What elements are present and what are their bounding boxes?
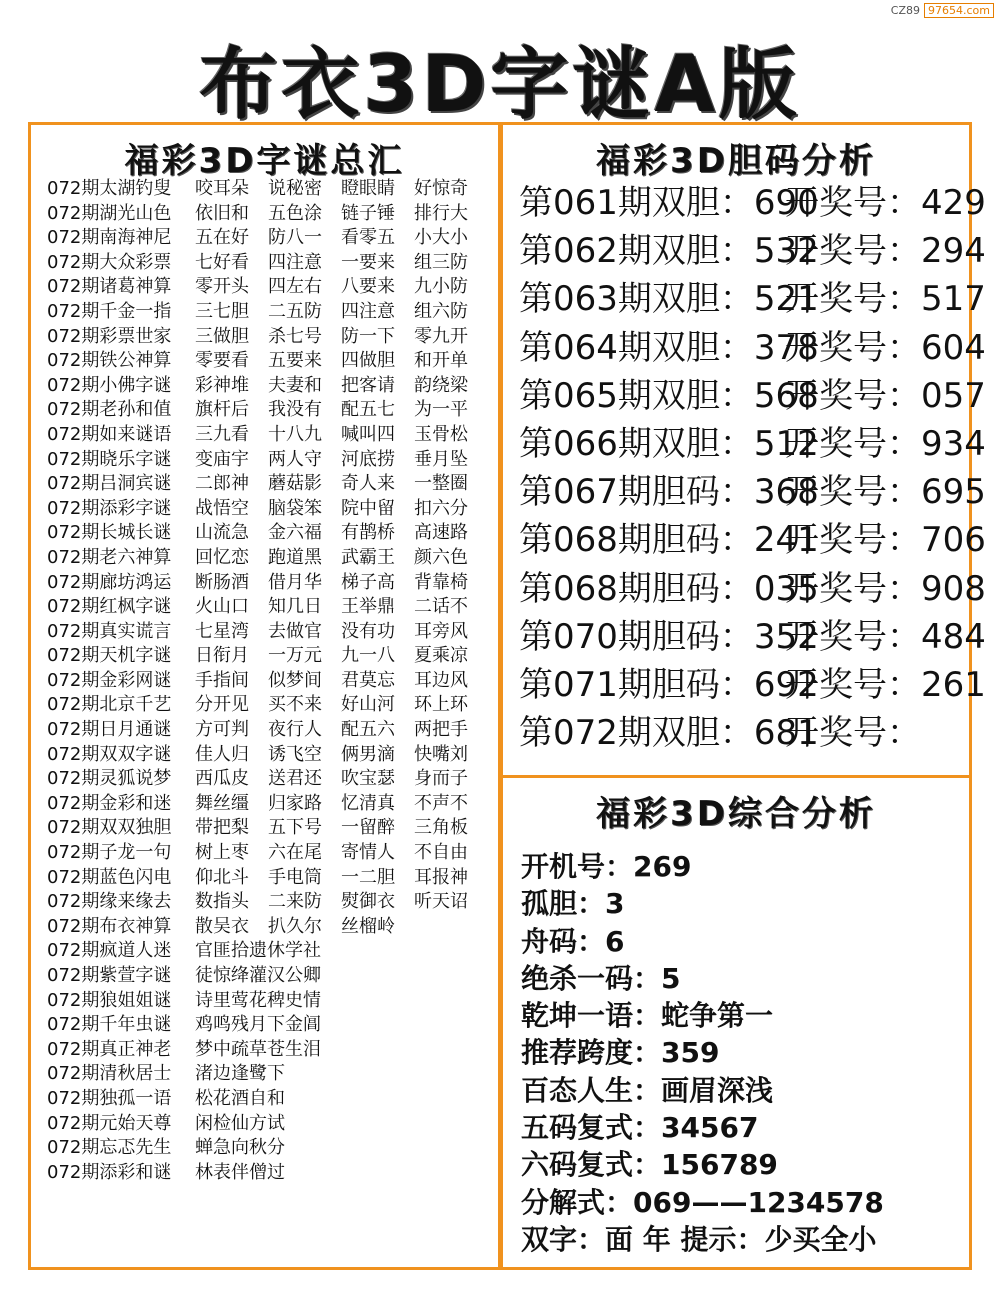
dan-code-entry: 第071期胆码：692 — [519, 664, 819, 705]
list-item — [47, 546, 492, 571]
riddle-clue: 忆清真 — [341, 792, 395, 814]
riddle-clue: 韵绕梁 — [414, 374, 468, 396]
list-item — [47, 300, 492, 325]
list-item — [47, 1112, 492, 1137]
analysis-label: 乾坤一语： — [521, 999, 662, 1033]
riddle-source: 072期大众彩票 — [47, 251, 172, 273]
list-item — [47, 398, 492, 423]
riddle-clue: 夏乘凉 — [414, 645, 468, 667]
list-item — [519, 420, 986, 468]
riddle-summary-panel — [28, 122, 501, 1270]
riddle-clue: 奇人来 — [341, 473, 395, 495]
riddle-clue: 二郎神 — [195, 473, 249, 495]
riddle-source: 072期灵狐说梦 — [47, 768, 172, 790]
riddle-source: 072期千金一指 — [47, 300, 172, 322]
riddle-clue: 小大小 — [414, 227, 468, 249]
riddle-clue: 七好看 — [195, 251, 249, 273]
riddle-clue: 夜行人 — [268, 719, 322, 741]
riddle-source: 072期独孤一语 — [47, 1087, 172, 1109]
riddle-source: 072期小佛字谜 — [47, 374, 172, 396]
riddle-source: 072期诸葛神算 — [47, 276, 172, 298]
riddle-clue: 手指间 — [195, 669, 249, 691]
riddle-clue: 喊叫四 — [341, 423, 395, 445]
list-item — [47, 1161, 492, 1186]
riddle-clue: 手电筒 — [268, 866, 322, 888]
list-item — [519, 565, 986, 613]
analysis-label: 双字： — [521, 1222, 606, 1256]
analysis-value: 蛇争第一 — [661, 999, 774, 1033]
riddle-clue: 把客请 — [341, 374, 395, 396]
riddle-clue: 四做胆 — [341, 350, 395, 372]
riddle-clue: 送君还 — [268, 768, 322, 790]
analysis-label: 孤胆： — [521, 887, 606, 921]
riddle-clue: 和开单 — [414, 350, 468, 372]
riddle-source: 072期廊坊鸿运 — [47, 571, 172, 593]
riddle-clue: 说秘密 — [268, 178, 322, 199]
analysis-label: 绝杀一码： — [521, 961, 662, 995]
list-item — [47, 620, 492, 645]
riddle-source: 072期添彩和谜 — [47, 1161, 172, 1183]
riddle-clue: 我没有 — [268, 399, 322, 421]
riddle-clue: 诱飞空 — [268, 743, 322, 765]
riddle-clue: 回忆恋 — [195, 546, 249, 568]
riddle-clue: 不声不 — [414, 792, 468, 814]
riddle-clue: 日衔月 — [195, 645, 249, 667]
list-item — [47, 374, 492, 399]
list-item — [47, 890, 492, 915]
riddle-clue: 没有功 — [341, 620, 395, 642]
riddle-clue: 战悟空 — [195, 497, 249, 519]
riddle-clue: 零开头 — [195, 276, 249, 298]
list-item — [521, 1109, 961, 1146]
riddle-clue: 变庙宇 — [195, 448, 249, 470]
dan-code-title: 福彩3D胆码分析 — [596, 141, 876, 181]
riddle-list — [47, 177, 492, 1185]
riddle-clue: 一二胆 — [341, 866, 395, 888]
riddle-clue: 脑袋笨 — [268, 497, 322, 519]
analysis-value: 156789 — [661, 1148, 778, 1182]
analysis-value: 3 — [605, 887, 625, 921]
riddle-clue: 配五七 — [341, 399, 395, 421]
list-item — [47, 915, 492, 940]
riddle-summary-title: 福彩3D字谜总汇 — [124, 141, 405, 181]
list-item — [47, 251, 492, 276]
riddle-phrase: 官匪拾遗休学社 — [195, 940, 321, 962]
riddle-clue: 旗杆后 — [195, 399, 249, 421]
riddle-clue: 山流急 — [195, 522, 249, 544]
riddle-clue: 耳报神 — [414, 866, 468, 888]
riddle-clue: 三做胆 — [195, 325, 249, 347]
draw-result: 开奖号：706 — [785, 520, 986, 561]
riddle-source: 072期铁公神算 — [47, 350, 172, 372]
riddle-clue: 火山口 — [195, 596, 249, 618]
riddle-source: 072期布衣神算 — [47, 915, 172, 937]
riddle-clue: 三七胆 — [195, 300, 249, 322]
list-item — [47, 1013, 492, 1038]
list-item — [47, 866, 492, 891]
analysis-panel — [500, 775, 972, 1270]
riddle-clue: 组三防 — [414, 251, 468, 273]
riddle-source: 072期真正神老 — [47, 1038, 172, 1060]
riddle-clue: 快嘴刘 — [414, 743, 468, 765]
dan-code-list — [519, 179, 986, 757]
riddle-clue: 三九看 — [195, 423, 249, 445]
analysis-label: 推荐跨度： — [521, 1036, 662, 1070]
riddle-clue: 佳人归 — [195, 743, 249, 765]
riddle-clue: 一整圈 — [414, 473, 468, 495]
riddle-clue: 八要来 — [341, 276, 395, 298]
list-item — [521, 1034, 961, 1071]
riddle-clue: 方可判 — [195, 719, 249, 741]
list-item — [47, 497, 492, 522]
riddle-clue: 二五防 — [268, 300, 322, 322]
riddle-phrase: 渚边逢鹭下 — [195, 1063, 285, 1085]
riddle-clue: 好惊奇 — [414, 178, 468, 199]
analysis-value: 359 — [661, 1036, 720, 1070]
list-item — [521, 1072, 961, 1109]
list-item — [47, 1136, 492, 1161]
riddle-clue: 俩男滴 — [341, 743, 395, 765]
draw-result: 开奖号：429 — [785, 183, 986, 223]
riddle-phrase: 松花酒自和 — [195, 1087, 285, 1109]
riddle-clue: 垂月坠 — [414, 448, 468, 470]
list-item — [521, 960, 961, 997]
riddle-source: 072期天机字谜 — [47, 645, 172, 667]
list-item — [47, 275, 492, 300]
riddle-source: 072期日月通谜 — [47, 719, 172, 741]
list-item — [47, 423, 492, 448]
riddle-clue: 零要看 — [195, 350, 249, 372]
riddle-clue: 背靠椅 — [414, 571, 468, 593]
list-item — [47, 693, 492, 718]
list-item — [47, 816, 492, 841]
riddle-phrase: 闲检仙方试 — [195, 1112, 285, 1134]
riddle-clue: 树上枣 — [195, 842, 249, 864]
riddle-clue: 九一八 — [341, 645, 395, 667]
riddle-source: 072期狼姐姐谜 — [47, 989, 172, 1011]
draw-result: 开奖号：695 — [785, 472, 986, 513]
analysis-value: 069——1234578 — [633, 1185, 884, 1219]
riddle-phrase: 蝉急向秋分 — [195, 1137, 285, 1159]
analysis-label: 五码复式： — [521, 1111, 662, 1145]
riddle-clue: 好山河 — [341, 694, 395, 716]
riddle-clue: 两把手 — [414, 719, 468, 741]
riddle-source: 072期北京千艺 — [47, 694, 172, 716]
riddle-clue: 不自由 — [414, 842, 468, 864]
riddle-clue: 五色涂 — [268, 202, 322, 224]
list-item — [47, 1038, 492, 1063]
riddle-source: 072期双双字谜 — [47, 743, 172, 765]
riddle-clue: 归家路 — [268, 792, 322, 814]
draw-result: 开奖号：517 — [785, 279, 986, 320]
riddle-clue: 去做官 — [268, 620, 322, 642]
riddle-source: 072期千年虫谜 — [47, 1014, 172, 1036]
list-item — [519, 709, 959, 757]
list-item — [519, 372, 986, 420]
analysis-label: 六码复式： — [521, 1148, 662, 1182]
riddle-clue: 跑道黑 — [268, 546, 322, 568]
riddle-phrase: 诗里莺花稗史情 — [195, 989, 321, 1011]
page-title: 布衣3D字谜A版 — [199, 40, 801, 130]
riddle-clue: 防一下 — [341, 325, 395, 347]
riddle-clue: 四左右 — [268, 276, 322, 298]
riddle-clue: 四注意 — [341, 300, 395, 322]
riddle-source: 072期湖光山色 — [47, 202, 172, 224]
list-item — [519, 468, 986, 516]
list-item — [47, 1087, 492, 1112]
list-item — [521, 885, 961, 922]
riddle-clue: 院中留 — [341, 497, 395, 519]
list-item — [47, 718, 492, 743]
list-item — [47, 989, 492, 1014]
riddle-source: 072期老孙和值 — [47, 399, 172, 421]
riddle-phrase: 徒惊绛灌汉公卿 — [195, 965, 321, 986]
riddle-clue: 带把梨 — [195, 817, 249, 839]
riddle-clue: 五下号 — [268, 817, 322, 839]
list-item — [521, 1184, 961, 1221]
riddle-clue: 杀七号 — [268, 325, 322, 347]
riddle-phrase: 林表伴僧过 — [195, 1161, 285, 1183]
riddle-source: 072期南海神尼 — [47, 227, 172, 249]
watermark-domain: 97654.com — [924, 3, 994, 18]
analysis-value: 5 — [661, 961, 681, 995]
list-item — [519, 661, 986, 709]
riddle-clue: 十八九 — [268, 423, 322, 445]
riddle-clue: 听天诏 — [414, 891, 468, 913]
riddle-source: 072期太湖钓叟 — [47, 178, 172, 199]
analysis-value: 269 — [633, 850, 692, 883]
riddle-clue: 知几日 — [268, 596, 322, 618]
dan-code-entry: 第063期双胆：521 — [519, 279, 819, 320]
riddle-clue: 三角板 — [414, 817, 468, 839]
riddle-clue: 九小防 — [414, 276, 468, 298]
riddle-clue: 西瓜皮 — [195, 768, 249, 790]
list-item — [521, 848, 961, 885]
riddle-clue: 寄情人 — [341, 842, 395, 864]
list-item — [521, 997, 961, 1034]
riddle-clue: 组六防 — [414, 300, 468, 322]
riddle-clue: 扒久尔 — [268, 915, 322, 937]
list-item — [47, 571, 492, 596]
riddle-clue: 五要来 — [268, 350, 322, 372]
riddle-clue: 买不来 — [268, 694, 322, 716]
list-item — [47, 939, 492, 964]
riddle-clue: 夫妻和 — [268, 374, 322, 396]
riddle-clue: 熨御衣 — [341, 891, 395, 913]
dan-code-entry: 第070期胆码：352 — [519, 616, 819, 657]
draw-result: 开奖号： — [785, 713, 921, 754]
riddle-source: 072期彩票世家 — [47, 325, 172, 347]
list-item — [47, 226, 492, 251]
riddle-clue: 高速路 — [414, 522, 468, 544]
riddle-source: 072期疯道人迷 — [47, 940, 172, 962]
analysis-value: 画眉深浅 — [661, 1073, 774, 1107]
riddle-clue: 吹宝瑟 — [341, 768, 395, 790]
riddle-clue: 散吴衣 — [195, 915, 249, 937]
draw-result: 开奖号：484 — [785, 616, 986, 657]
riddle-source: 072期忘忑先生 — [47, 1137, 172, 1159]
dan-code-entry: 第072期双胆：681 — [519, 713, 819, 754]
riddle-clue: 七星湾 — [195, 620, 249, 642]
riddle-clue: 瞪眼睛 — [341, 178, 395, 199]
riddle-source: 072期红枫字谜 — [47, 596, 172, 618]
riddle-clue: 耳边风 — [414, 669, 468, 691]
riddle-clue: 丝榴岭 — [341, 915, 395, 937]
riddle-clue: 有鹊桥 — [341, 522, 395, 544]
riddle-clue: 数指头 — [195, 891, 249, 913]
riddle-source: 072期如来谜语 — [47, 423, 172, 445]
list-item — [47, 644, 492, 669]
riddle-clue: 一万元 — [268, 645, 322, 667]
analysis-value: 6 — [605, 924, 625, 958]
riddle-clue: 王举鼎 — [341, 596, 395, 618]
riddle-clue: 仰北斗 — [195, 866, 249, 888]
riddle-clue: 梯子高 — [341, 571, 395, 593]
list-item — [47, 841, 492, 866]
riddle-clue: 舞丝缰 — [195, 792, 249, 814]
dan-code-entry: 第067期胆码：368 — [519, 472, 819, 513]
riddle-phrase: 鸡鸣残月下金阊 — [195, 1014, 321, 1036]
analysis-label: 百态人生： — [521, 1073, 662, 1107]
riddle-source: 072期紫萱字谜 — [47, 965, 172, 986]
draw-result: 开奖号：057 — [785, 375, 986, 416]
watermark — [889, 3, 994, 18]
riddle-clue: 彩神堆 — [195, 374, 249, 396]
riddle-clue: 六在尾 — [268, 842, 322, 864]
riddle-clue: 环上环 — [414, 694, 468, 716]
draw-result: 开奖号：294 — [785, 231, 986, 272]
riddle-source: 072期真实谎言 — [47, 620, 172, 642]
riddle-clue: 一留醉 — [341, 817, 395, 839]
list-item — [47, 792, 492, 817]
list-item — [47, 743, 492, 768]
riddle-source: 072期清秋居士 — [47, 1063, 172, 1085]
list-item — [519, 227, 986, 275]
riddle-source: 072期双双独胆 — [47, 817, 172, 839]
list-item — [47, 325, 492, 350]
riddle-source: 072期添彩字谜 — [47, 497, 172, 519]
analysis-value: 面 年 提示：少买全小 — [605, 1222, 877, 1256]
list-item — [47, 177, 492, 202]
riddle-phrase: 梦中疏草苍生泪 — [195, 1038, 321, 1060]
list-item — [521, 1146, 961, 1183]
riddle-clue: 防八一 — [268, 227, 322, 249]
list-item — [519, 179, 986, 227]
riddle-clue: 玉骨松 — [414, 423, 468, 445]
riddle-clue: 扣六分 — [414, 497, 468, 519]
riddle-clue: 金六福 — [268, 522, 322, 544]
riddle-source: 072期元始天尊 — [47, 1112, 172, 1134]
list-item — [519, 516, 986, 564]
list-item — [519, 275, 986, 323]
dan-code-entry: 第062期双胆：532 — [519, 231, 819, 272]
riddle-clue: 零九开 — [414, 325, 468, 347]
watermark-prefix: CZ89 — [890, 4, 921, 17]
riddle-clue: 蘑菇影 — [268, 473, 322, 495]
list-item — [47, 767, 492, 792]
riddle-clue: 颜六色 — [414, 546, 468, 568]
list-item — [47, 472, 492, 497]
riddle-clue: 分开见 — [195, 694, 249, 716]
analysis-label: 舟码： — [521, 924, 606, 958]
analysis-list — [521, 848, 961, 1258]
riddle-clue: 配五六 — [341, 719, 395, 741]
riddle-source: 072期蓝色闪电 — [47, 866, 172, 888]
riddle-clue: 河底捞 — [341, 448, 395, 470]
riddle-clue — [414, 915, 484, 940]
riddle-clue: 五在好 — [195, 227, 249, 249]
list-item — [521, 923, 961, 960]
riddle-clue: 君莫忘 — [341, 669, 395, 691]
riddle-source: 072期缘来缘去 — [47, 891, 172, 913]
list-item — [519, 324, 986, 372]
dan-code-entry: 第068期胆码：035 — [519, 568, 819, 609]
dan-code-entry: 第068期胆码：241 — [519, 520, 819, 561]
riddle-clue: 四注意 — [268, 251, 322, 273]
draw-result: 开奖号：908 — [785, 568, 986, 609]
riddle-clue: 断肠酒 — [195, 571, 249, 593]
list-item — [47, 448, 492, 473]
analysis-label: 开机号： — [521, 850, 634, 883]
riddle-clue: 两人守 — [268, 448, 322, 470]
riddle-clue: 借月华 — [268, 571, 322, 593]
riddle-source: 072期金彩和迷 — [47, 792, 172, 814]
riddle-clue: 链子锤 — [341, 202, 395, 224]
riddle-clue: 看零五 — [341, 227, 395, 249]
draw-result: 开奖号：604 — [785, 327, 986, 368]
draw-result: 开奖号：261 — [785, 664, 986, 705]
analysis-title: 福彩3D综合分析 — [596, 794, 876, 834]
riddle-clue: 二话不 — [414, 596, 468, 618]
list-item — [47, 1062, 492, 1087]
analysis-label: 分解式： — [521, 1185, 634, 1219]
list-item — [47, 202, 492, 227]
riddle-clue: 耳旁风 — [414, 620, 468, 642]
draw-result: 开奖号：934 — [785, 423, 986, 464]
analysis-value: 34567 — [661, 1111, 759, 1145]
list-item — [519, 613, 986, 661]
riddle-clue: 咬耳朵 — [195, 178, 249, 199]
riddle-clue: 武霸王 — [341, 546, 395, 568]
riddle-clue: 似梦间 — [268, 669, 322, 691]
riddle-source: 072期金彩网谜 — [47, 669, 172, 691]
list-item — [47, 669, 492, 694]
riddle-source: 072期老六神算 — [47, 546, 172, 568]
riddle-clue: 排行大 — [414, 202, 468, 224]
dan-code-entry: 第064期双胆：378 — [519, 327, 819, 368]
riddle-source: 072期长城长谜 — [47, 522, 172, 544]
riddle-clue: 二来防 — [268, 891, 322, 913]
riddle-clue: 为一平 — [414, 399, 468, 421]
list-item — [47, 595, 492, 620]
list-item — [47, 964, 492, 989]
list-item — [47, 349, 492, 374]
riddle-source: 072期子龙一句 — [47, 842, 172, 864]
dan-code-entry: 第065期双胆：568 — [519, 375, 819, 416]
dan-code-entry: 第066期双胆：512 — [519, 423, 819, 464]
dan-code-panel — [500, 122, 986, 778]
list-item — [521, 1221, 961, 1258]
list-item — [47, 521, 492, 546]
riddle-source: 072期吕洞宾谜 — [47, 473, 172, 495]
riddle-clue: 身而子 — [414, 768, 468, 790]
dan-code-entry: 第061期双胆：690 — [519, 183, 819, 223]
riddle-clue: 依旧和 — [195, 202, 249, 224]
riddle-source: 072期晓乐字谜 — [47, 448, 172, 470]
riddle-clue: 一要来 — [341, 251, 395, 273]
